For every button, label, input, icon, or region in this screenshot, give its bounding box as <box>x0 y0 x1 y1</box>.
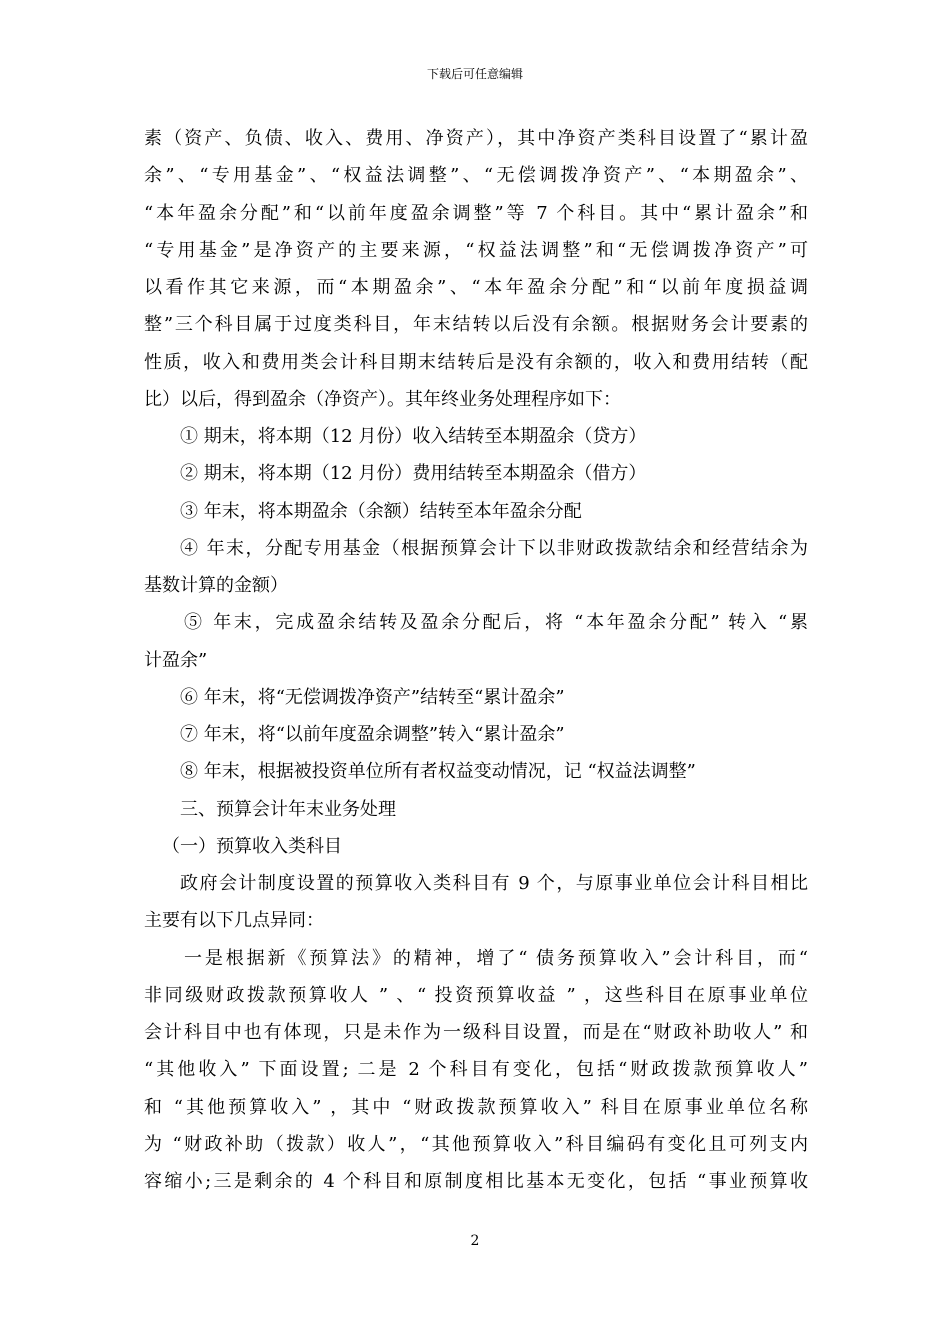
list-item: ③ 年末，将本期盈余（余额）结转至本年盈余分配 <box>180 500 582 522</box>
text-line: 一是根据新《预算法》的精神，增了“ 债务预算收入”会计科目，而“ <box>184 947 808 969</box>
list-item: ⑦ 年末，将“以前年度盈余调整”转入“累计盈余” <box>180 724 565 745</box>
text-line: “专用基金”是净资产的主要来源，“权益法调整”和“无偿调拨净资产”可 <box>144 239 808 261</box>
subsection-heading: （一）预算收入类科目 <box>162 835 342 857</box>
text-line: 非同级财政拨款预算收人 ” 、“ 投资预算收益 ” ，这些科目在原事业单位 <box>144 984 808 1006</box>
text-line: “其他收入” 下面设置; 二是 2 个科目有变化，包括“财政拨款预算收人” <box>144 1059 808 1081</box>
section-heading: 三、预算会计年末业务处理 <box>180 798 396 820</box>
text-line: “本年盈余分配”和“以前年度盈余调整”等 7 个科目。其中“累计盈余”和 <box>144 202 808 224</box>
text-line: 容缩小;三是剩余的 4 个科目和原制度相比基本无变化，包括 “事业预算收 <box>144 1171 808 1192</box>
text-line: 计盈余” <box>144 649 208 671</box>
text-line: 主要有以下几点异同： <box>144 910 324 932</box>
list-item: ⑤ 年末，完成盈余结转及盈余分配后，将 “本年盈余分配” 转入 “累 <box>184 612 808 634</box>
text-line: 性质，收入和费用类会计科目期末结转后是没有余额的，收入和费用结转（配 <box>144 351 808 373</box>
text-line: 素（资产、负债、收入、费用、净资产），其中净资产类科目设置了“累计盈 <box>144 128 808 149</box>
document-body <box>144 120 808 1200</box>
text-line: 比）以后，得到盈余（净资产）。其年终业务处理程序如下： <box>144 388 621 410</box>
text-line: 政府会计制度设置的预算收入类科目有 9 个，与原事业单位会计科目相比 <box>180 873 808 894</box>
page-header: 下载后可任意编辑 <box>426 67 523 81</box>
list-item: ④ 年末，分配专用基金（根据预算会计下以非财政拨款结余和经营结余为 <box>180 537 808 559</box>
list-item: ⑧ 年末，根据被投资单位所有者权益变动情况，记 “权益法调整” <box>180 761 696 783</box>
list-item: ⑥ 年末，将“无偿调拨净资产”结转至“累计盈余” <box>180 686 565 708</box>
text-line: 为 “财政补助（拨款）收人”，“其他预算收入”科目编码有变化且可列支内 <box>144 1133 808 1155</box>
page-number: 2 <box>470 1233 480 1249</box>
text-line: 会计科目中也有体现，只是未作为一级科目设置，而是在“财政补助收人” 和 <box>144 1022 808 1043</box>
text-line: 整”三个科目属于过度类科目，年末结转以后没有余额。根据财务会计要素的 <box>144 314 808 336</box>
list-item: ① 期末，将本期（12 月份）收入结转至本期盈余（贷方） <box>180 426 647 447</box>
list-item: ② 期末，将本期（12 月份）费用结转至本期盈余（借方） <box>180 463 647 485</box>
text-line: 和 “其他预算收入” ，其中 “财政拨款预算收入” 科目在原事业单位名称 <box>144 1096 808 1118</box>
text-line: 余”、“专用基金”、“权益法调整”、“无偿调拨净资产”、“本期盈余”、 <box>144 165 808 187</box>
text-line: 以看作其它来源，而“本期盈余”、“本年盈余分配”和“以前年度损益调 <box>144 277 808 298</box>
text-line: 基数计算的金额） <box>144 575 288 596</box>
